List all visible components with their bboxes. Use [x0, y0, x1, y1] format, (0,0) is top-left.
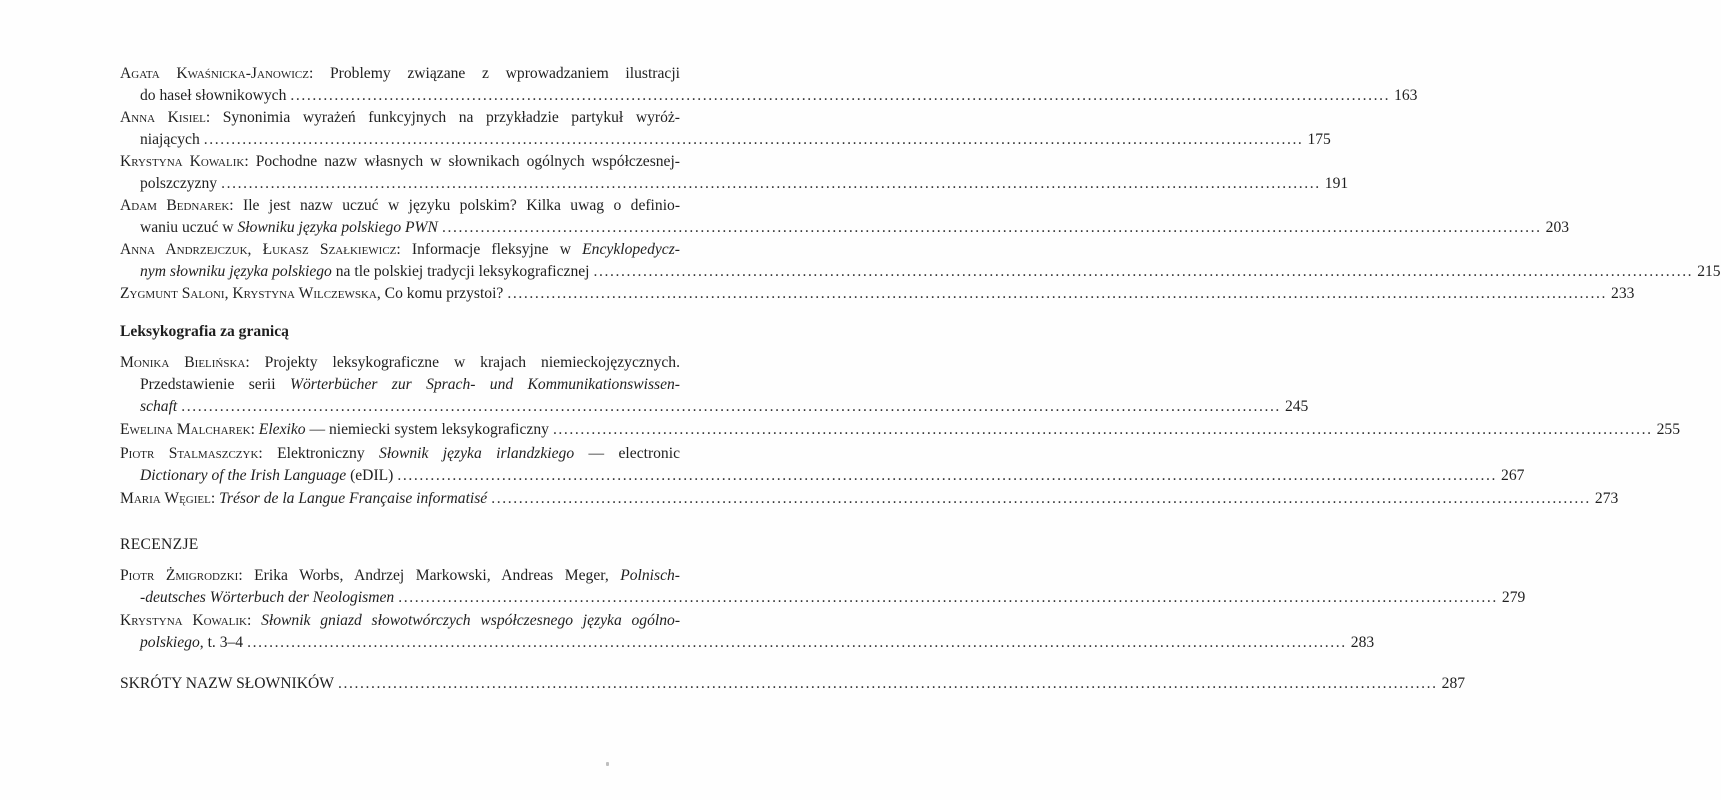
page-number: 191 — [1324, 175, 1349, 192]
author-name: Piotr Stalmaszczyk — [120, 445, 259, 462]
toc-entry-text — [140, 216, 438, 240]
page-number: 233 — [1611, 285, 1635, 302]
author-name: Agata Kwaśnicka-Janowicz — [120, 65, 309, 82]
toc-line — [120, 106, 680, 130]
entry-text: : Elektroniczny — [258, 445, 380, 462]
author-name: Maria Węgiel — [120, 490, 211, 507]
work-title: Encyklopedycz- — [582, 241, 680, 258]
work-title: Słownik gniazd słowotwórczych współczesnego języka ogólno- — [261, 612, 681, 629]
work-title: Słownik języka irlandzkiego — [379, 445, 575, 462]
toc-line — [140, 216, 1570, 240]
page-number: 255 — [1656, 421, 1681, 438]
work-title: Słowniku języka polskiego PWN — [237, 219, 438, 236]
author-name: Krystyna Kowalik — [120, 612, 247, 629]
toc-entry-text — [120, 418, 549, 442]
dot-leader: ........................................................................................................................................................................................................ — [441, 219, 1542, 236]
entry-text: , — [224, 285, 233, 302]
entry-text: Przedstawienie serii — [140, 376, 290, 393]
page-number: 175 — [1307, 131, 1331, 148]
entry-text: : — [210, 490, 220, 507]
toc-entry-text — [140, 395, 177, 419]
toc-line — [120, 564, 680, 588]
toc-entry-text — [140, 172, 217, 196]
entry-text: : Ile jest nazw uczuć w języku polskim? Kilka uwag o definio- — [229, 197, 681, 214]
work-title: Polnisch- — [620, 567, 680, 584]
dot-leader: ........................................................................................................................................................................................................ — [290, 87, 1391, 104]
work-title: -deutsches Wörterbuch der Neologismen — [140, 589, 395, 606]
author-name: Krystyna Wilczewska — [232, 285, 377, 302]
entry-text: : Pochodne nazw własnych w słownikach ogólnych współczesnej- — [244, 153, 681, 170]
dot-leader: ........................................................................................................................................................................................................ — [203, 131, 1304, 148]
work-title: schaft — [140, 398, 178, 415]
page-number: 245 — [1284, 398, 1309, 415]
author-name: Anna Andrzejczuk — [120, 241, 248, 258]
toc-line — [120, 238, 680, 262]
dot-leader: ........................................................................................................................................................................................................ — [397, 467, 1498, 484]
entry-text: , — [247, 241, 263, 258]
dot-leader: ........................................................................................................................................................................................................ — [181, 398, 1281, 415]
entry-text: , t. 3–4 — [199, 634, 244, 651]
author-name: Anna Kisiel — [120, 109, 206, 126]
entry-text: : Synonimia wyrażeń funkcyjnych na przykładzie partykuł wyróż- — [205, 109, 680, 126]
toc-line — [120, 418, 1681, 442]
entry-text: waniu uczuć w — [140, 219, 238, 236]
section-heading-recenzje: RECENZJE — [120, 536, 199, 553]
toc-line — [140, 128, 1331, 152]
author-name: Zygmunt Saloni — [120, 285, 225, 302]
entry-text: : Erika Worbs, Andrzej Markowski, Andreas Meger, — [238, 567, 621, 584]
dot-leader: ........................................................................................................................................................................................................ — [247, 634, 1347, 651]
page-number: 267 — [1501, 467, 1525, 484]
author-name: Ewelina Malcharek — [120, 421, 251, 438]
toc-entry-text — [140, 260, 590, 284]
author-name: Adam Bednarek — [120, 197, 230, 214]
dot-leader: ........................................................................................................................................................................................................ — [221, 175, 1321, 192]
work-title: Dictionary of the Irish Language — [140, 467, 347, 484]
author-name: Monika Bielińska — [120, 354, 246, 371]
entry-text: : Informacje fleksyjne w — [396, 241, 583, 258]
entry-text: do haseł słownikowych — [140, 87, 287, 104]
dot-leader: ........................................................................................................................................................................................................ — [398, 589, 1498, 606]
entry-text: niających — [140, 131, 200, 148]
toc-line — [140, 395, 1309, 419]
author-name: Łukasz Szałkiewicz — [262, 241, 397, 258]
work-title: nym słowniku języka polskiego — [140, 263, 332, 280]
toc-line — [140, 84, 1418, 108]
entry-text: , Co komu przystoi? — [376, 285, 504, 302]
page-number: 203 — [1545, 219, 1570, 236]
toc-entry-text — [140, 631, 243, 655]
toc-line — [140, 631, 1375, 655]
author-name: Krystyna Kowalik — [120, 153, 245, 170]
toc-line — [120, 150, 680, 174]
work-title: Elexiko — [258, 421, 306, 438]
entry-text: : Projekty leksykograficzne w krajach niemieckojęzycznych. — [245, 354, 680, 371]
entry-text: : — [250, 421, 259, 438]
entry-text: — niemiecki system leksykograficzny — [305, 421, 549, 438]
author-name: Piotr Żmigrodzki — [120, 567, 239, 584]
dot-leader: ........................................................................................................................................................................................................ — [593, 263, 1694, 280]
entry-text: : — [247, 612, 262, 629]
toc-entry-text — [140, 84, 286, 108]
page-number: 215 — [1697, 263, 1721, 280]
dot-leader: ........................................................................................................................................................................................................ — [552, 421, 1653, 438]
page-number: 163 — [1394, 87, 1418, 104]
dot-leader: ........................................................................................................................................................................................................ — [491, 490, 1591, 507]
page-number: 283 — [1350, 634, 1375, 651]
entry-text: polszczyzny — [140, 175, 218, 192]
page-number: 279 — [1501, 589, 1526, 606]
work-title: polskiego — [140, 634, 200, 651]
toc-line — [120, 282, 1635, 306]
entry-text: SKRÓTY NAZW SŁOWNIKÓW — [120, 675, 334, 692]
entry-text: — electronic — [574, 445, 680, 462]
section-heading-leksykografia: Leksykografia za granicą — [120, 323, 289, 340]
toc-line — [140, 172, 1349, 196]
page-number: 287 — [1441, 675, 1466, 692]
paper-speck — [606, 762, 609, 766]
toc-line — [120, 194, 680, 218]
toc-line — [140, 464, 1525, 488]
entry-text: : Problemy związane z wprowadzaniem ilustracji — [308, 65, 680, 82]
page-number: 273 — [1594, 490, 1619, 507]
work-title: Trésor de la Langue Française informatisé — [219, 490, 488, 507]
toc-entry-text — [120, 672, 334, 696]
toc-entry-text — [140, 586, 394, 610]
dot-leader: ........................................................................................................................................................................................................ — [507, 285, 1608, 302]
dot-leader: ........................................................................................................................................................................................................ — [337, 675, 1438, 692]
toc-line — [140, 260, 1721, 284]
toc-line — [120, 62, 680, 86]
toc-entry-text — [140, 464, 393, 488]
toc-entry-text — [120, 487, 487, 511]
toc-entry-text — [140, 128, 200, 152]
entry-text: (eDIL) — [346, 467, 394, 484]
entry-text: na tle polskiej tradycji leksykograficznej — [331, 263, 590, 280]
toc-line — [140, 586, 1526, 610]
toc-line — [120, 351, 680, 375]
work-title: Wörterbücher zur Sprach- und Kommunikationswissen- — [289, 376, 680, 393]
toc-entry-text — [120, 282, 503, 306]
toc-line — [120, 487, 1619, 511]
toc-line — [140, 373, 680, 397]
toc-line — [120, 442, 680, 466]
toc-line — [120, 609, 680, 633]
toc-line — [120, 672, 1466, 696]
